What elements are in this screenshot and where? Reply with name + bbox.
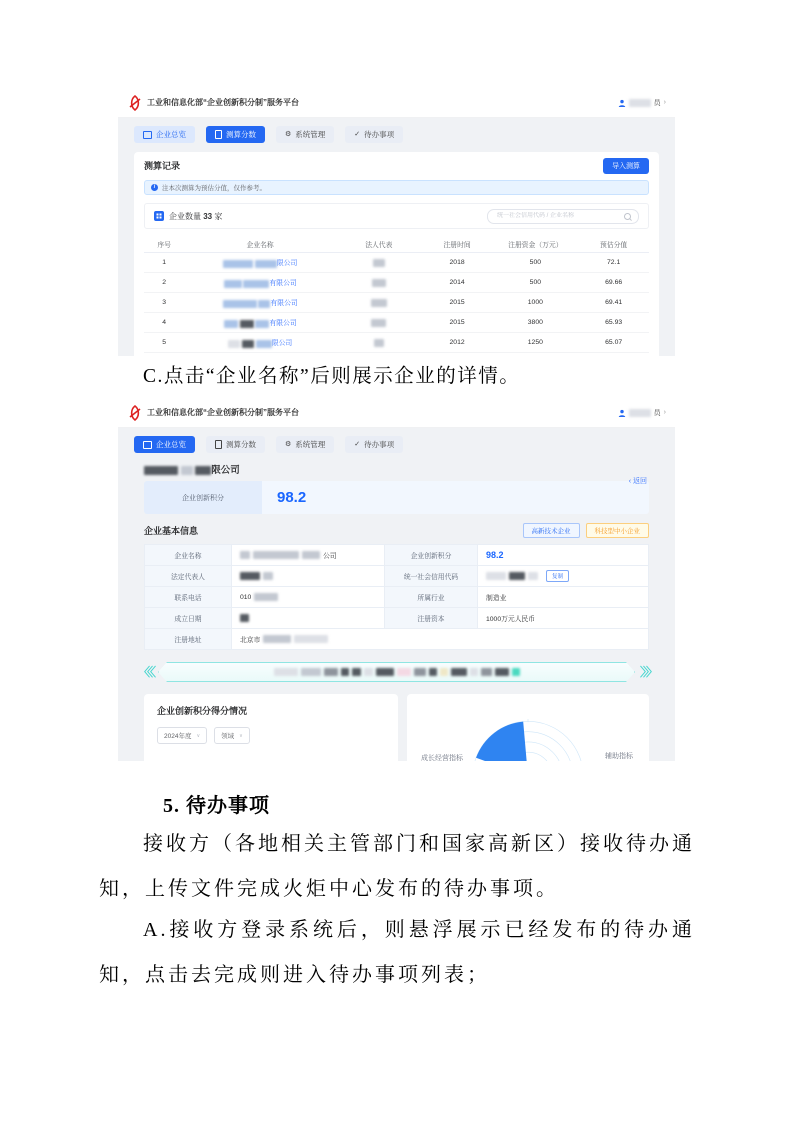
chevron-down-icon: ∨ <box>196 732 201 739</box>
paragraph-2: A.接收方登录系统后，则悬浮展示已经发布的待办通知，点击去完成则进入待办事项列表； <box>99 919 695 986</box>
info-label: 成立日期 <box>145 608 231 628</box>
info-label: 企业创新积分 <box>385 545 477 565</box>
info-value: 公司 <box>232 545 384 565</box>
company-detail <box>138 462 655 761</box>
count-search-panel <box>144 203 649 229</box>
bottom-cards <box>144 694 649 761</box>
section-5-heading: 5. 待办事项 <box>163 795 270 817</box>
company-name-link[interactable]: 有限公司 <box>184 273 336 293</box>
company-name-link[interactable]: 有限公司 <box>184 313 336 333</box>
tab-enterprise-overview[interactable]: 企业总览 <box>134 126 195 143</box>
col-name: 企业名称 <box>184 236 336 253</box>
table-row: 4 有限公司 2015 3800 65.93 <box>144 313 649 333</box>
platform-logo-icon <box>127 95 143 111</box>
radar-left-label: 成长经营指标 <box>421 755 463 761</box>
company-name-link[interactable]: 限公司 <box>184 333 336 353</box>
score-value: 98.2 <box>262 481 649 514</box>
document-icon <box>215 440 222 449</box>
tab-score-calc[interactable]: 测算分数 <box>206 436 265 453</box>
hightech-tag: 高新技术企业 <box>523 523 580 538</box>
info-label: 企业名称 <box>145 545 231 565</box>
banner-pill <box>158 662 635 682</box>
chevron-right-icon: › <box>663 99 666 106</box>
user-menu[interactable] <box>618 98 666 108</box>
user-icon <box>618 99 626 107</box>
table-row: 3 有限公司 2015 1000 69.41 <box>144 293 649 313</box>
company-table <box>144 236 649 353</box>
radar-chart-card <box>407 694 649 761</box>
info-label: 注册资本 <box>385 608 477 628</box>
info-label: 注册地址 <box>145 629 231 649</box>
section-title: 测算记录 <box>144 161 181 171</box>
table-row: 1 限公司 2018 500 72.1 <box>144 253 649 273</box>
gear-icon: ⚙ <box>285 441 292 448</box>
col-rep: 法人代表 <box>336 236 422 253</box>
chevrons-left-icon: 〈〈〈 <box>138 665 154 679</box>
platform-title: 工业和信息化部“企业创新积分制”服务平台 <box>147 408 299 417</box>
user-icon <box>618 409 626 417</box>
search-input[interactable] <box>495 212 624 220</box>
chevron-right-icon: › <box>663 409 666 416</box>
tab-enterprise-overview[interactable]: 企业总览 <box>134 436 195 453</box>
info-label: 联系电话 <box>145 587 231 607</box>
sme-tag: 科技型中小企业 <box>586 523 650 538</box>
user-role-suffix: 员 <box>653 409 661 417</box>
table-row: 5 限公司 2012 1250 65.07 <box>144 333 649 353</box>
app-header <box>118 398 675 428</box>
user-menu[interactable] <box>618 408 666 418</box>
building-icon <box>154 211 164 221</box>
chevron-down-icon: ∨ <box>239 732 243 739</box>
chevrons-right-icon: 〉〉〉 <box>639 665 655 679</box>
nav-tabs <box>134 126 659 143</box>
redacted-username <box>629 409 651 417</box>
back-link[interactable]: ‹ 返回 <box>628 478 647 485</box>
calc-record-card <box>134 152 659 356</box>
company-name-title: 限公司 <box>144 462 649 476</box>
col-capital: 注册资金（万元） <box>492 236 578 253</box>
domain-select[interactable]: 领域 ∨ <box>214 727 250 744</box>
notice-banner <box>144 180 649 195</box>
info-score-value: 98.2 <box>478 545 648 565</box>
year-select[interactable]: 2024年度 ∨ <box>157 727 207 744</box>
overview-icon <box>143 441 152 449</box>
info-value <box>232 608 384 628</box>
score-section-title: 企业创新积分得分情况 <box>157 706 248 716</box>
info-value: 制造业 <box>478 587 648 607</box>
nav-tabs <box>134 436 659 453</box>
platform-logo-icon <box>127 405 143 421</box>
overview-icon <box>143 131 152 139</box>
score-label: 企业创新积分 <box>144 481 262 514</box>
search-icon[interactable] <box>624 213 631 220</box>
tab-system-admin[interactable]: ⚙ 系统管理 <box>276 436 334 453</box>
notice-text: 注本次测算为预估分值，仅作参考。 <box>162 185 266 192</box>
user-role-suffix: 员 <box>653 99 661 107</box>
table-row: 2 有限公司 2014 500 69.66 <box>144 273 649 293</box>
info-icon: i <box>151 184 158 191</box>
basic-info-title: 企业基本信息 <box>144 526 199 536</box>
info-label: 所属行业 <box>385 587 477 607</box>
filter-selects <box>157 727 385 744</box>
scrolling-banner <box>138 660 655 684</box>
screenshot-score-list <box>118 88 675 356</box>
info-value: 010 <box>232 587 384 607</box>
tab-score-calc[interactable]: 测算分数 <box>206 126 265 143</box>
tab-system-admin[interactable]: ⚙ 系统管理 <box>276 126 334 143</box>
app-body <box>118 118 675 356</box>
check-icon: ✓ <box>354 441 361 448</box>
info-label: 统一社会信用代码 <box>385 566 477 586</box>
info-value <box>232 566 384 586</box>
app-body <box>118 428 675 761</box>
redacted-username <box>629 99 651 107</box>
search-box[interactable] <box>487 209 639 224</box>
basic-info-table <box>144 544 649 650</box>
col-score: 预估分值 <box>578 236 649 253</box>
basic-info-header <box>144 523 649 538</box>
copy-button[interactable]: 复制 <box>546 570 569 582</box>
tab-todo[interactable]: ✓ 待办事项 <box>345 126 403 143</box>
check-icon: ✓ <box>354 131 361 138</box>
info-label: 法定代表人 <box>145 566 231 586</box>
screenshot-company-detail <box>118 398 675 761</box>
app-header <box>118 88 675 118</box>
col-no: 序号 <box>144 236 184 253</box>
gear-icon: ⚙ <box>285 131 292 138</box>
platform-title: 工业和信息化部“企业创新积分制”服务平台 <box>147 98 299 107</box>
company-name-link[interactable]: 有限公司 <box>184 293 336 313</box>
info-value <box>478 566 648 586</box>
table-header-row <box>144 236 649 253</box>
company-name-link[interactable]: 限公司 <box>184 253 336 273</box>
paragraph-1: 接收方（各地相关主管部门和国家高新区）接收待办通知，上传文件完成火炬中心发布的待办事项。 <box>99 833 695 900</box>
caption-c: C.点击“企业名称”后则展示企业的详情。 <box>143 366 521 387</box>
radar-right-label: 辅助指标 <box>605 753 633 760</box>
col-year: 注册时间 <box>422 236 493 253</box>
info-value: 北京市 <box>232 629 648 649</box>
company-tags <box>523 523 650 538</box>
score-breakdown-card <box>144 694 398 761</box>
company-count: 企业数量 33 家 <box>169 211 223 221</box>
import-calc-button[interactable]: 导入测算 <box>603 158 649 174</box>
info-value: 1000万元人民币 <box>478 608 648 628</box>
tab-todo[interactable]: ✓ 待办事项 <box>345 436 403 453</box>
document-icon <box>215 130 222 139</box>
innovation-score-banner <box>144 481 649 514</box>
